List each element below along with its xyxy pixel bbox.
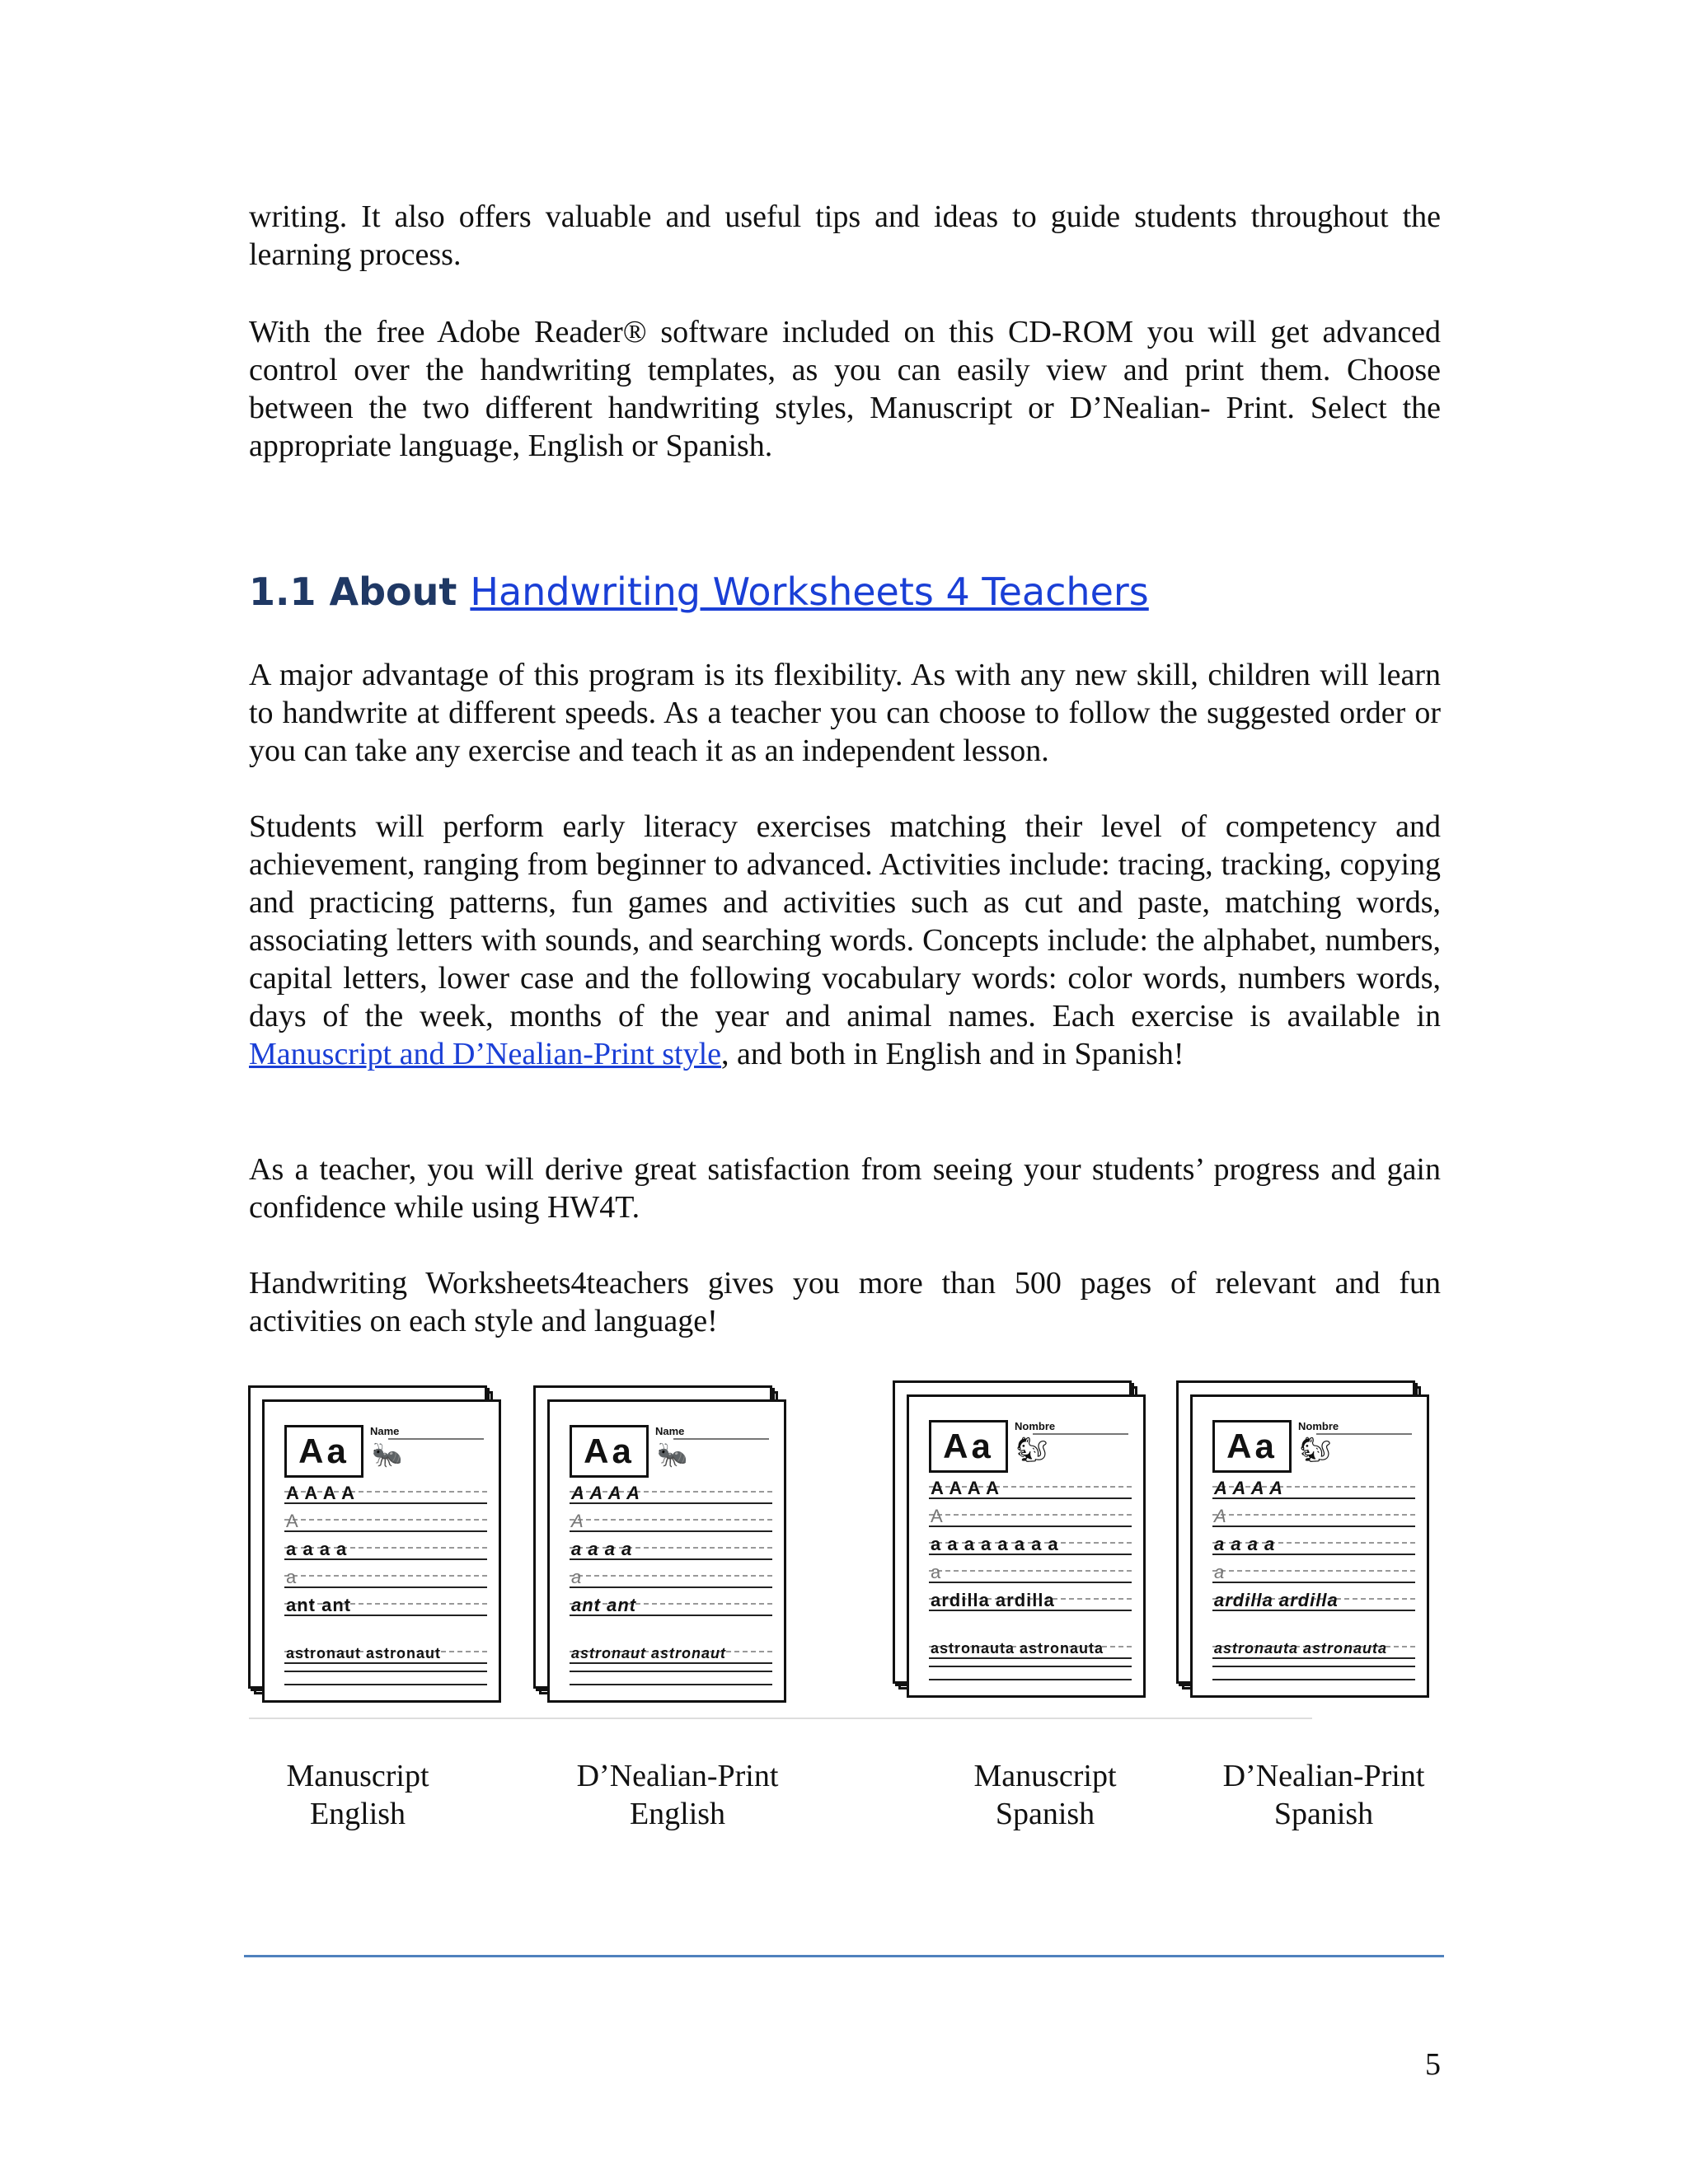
caption-manuscript-english (226, 1757, 490, 1833)
ant-icon: 🐜 (657, 1441, 688, 1469)
caption-language: Spanish (1273, 1797, 1374, 1831)
baseline (570, 1586, 772, 1588)
practice-row: a (931, 1562, 942, 1582)
name-line (673, 1438, 769, 1440)
name-line (388, 1438, 484, 1440)
practice-row: ant ant (286, 1595, 352, 1615)
worksheet-dnealian-spanish (1182, 1386, 1429, 1699)
adobe-reader-paragraph: With the free Adobe Reader® software included on this CD-ROM you will get advanced control over the handwriting templates, as you can easily view and print them. Choose between the two different handwriting styles, Manuscript or D’Nealian- Print. Select the appropriate language, English or Spanish. (249, 315, 1441, 463)
caption-manuscript-spanish (913, 1757, 1177, 1833)
practice-row: A (286, 1511, 299, 1531)
midline (284, 1519, 487, 1521)
ant-icon: 🐜 (372, 1441, 403, 1469)
practice-row: A A A A (571, 1483, 640, 1503)
caption-language: English (309, 1797, 406, 1831)
page-number: 5 (1425, 2047, 1441, 2082)
midline (1212, 1570, 1415, 1572)
footer-rule (244, 1955, 1444, 1957)
baseline (284, 1586, 487, 1588)
section-heading (249, 569, 1149, 615)
caption-language: Spanish (995, 1797, 1095, 1831)
name-label: Name (655, 1425, 685, 1437)
name-label: Nombre (1298, 1420, 1339, 1432)
practice-row: a (286, 1567, 298, 1587)
practice-row: a a a a (571, 1539, 633, 1559)
practice-row: A A A A (1214, 1478, 1283, 1498)
practice-row: ant ant (571, 1595, 637, 1615)
practice-row: ardilla ardilla (931, 1590, 1055, 1610)
caption-dnealian-spanish (1192, 1757, 1456, 1833)
blank-line (284, 1671, 487, 1672)
name-label: Nombre (1015, 1420, 1056, 1432)
blank-line (929, 1679, 1132, 1680)
worksheet-front-page (547, 1399, 786, 1703)
worksheet-manuscript-spanish (898, 1386, 1146, 1699)
caption-style: Manuscript (286, 1759, 429, 1793)
baseline (1212, 1582, 1415, 1583)
midline (570, 1519, 772, 1521)
satisfaction-paragraph: As a teacher, you will derive great satisfaction from seeing your students’ progress and gain confidence while using HW4T. (249, 1152, 1441, 1225)
letter-box: Aa (929, 1420, 1008, 1473)
practice-row: A (931, 1506, 944, 1526)
caption-style: D’Nealian-Print (1222, 1759, 1425, 1793)
worksheet-dnealian-english (539, 1391, 786, 1704)
midline (1212, 1514, 1415, 1516)
blank-line (1212, 1679, 1415, 1680)
baseline (1212, 1526, 1415, 1527)
letter-box: Aa (570, 1425, 649, 1478)
squirrel-icon: 🐿 (1300, 1436, 1332, 1464)
midline (284, 1575, 487, 1577)
baseline (570, 1530, 772, 1532)
pages-paragraph: Handwriting Worksheets4teachers gives you more than 500 pages of relevant and fun activities on each style and language! (249, 1266, 1441, 1338)
blank-line (929, 1666, 1132, 1667)
activities-text-after: , and both in English and in Spanish! (721, 1037, 1184, 1071)
intro-paragraph: writing. It also offers valuable and useful tips and ideas to guide students throughout the learning process. (249, 199, 1441, 272)
style-link[interactable]: Manuscript and D’Nealian-Print style (249, 1037, 722, 1071)
blank-line (284, 1684, 487, 1685)
practice-row: A A A A (931, 1478, 1000, 1498)
midline (929, 1514, 1132, 1516)
letter-box: Aa (1212, 1420, 1292, 1473)
practice-row: A (1214, 1506, 1227, 1526)
practice-row: a a a a (1214, 1534, 1276, 1554)
caption-language: English (629, 1797, 726, 1831)
blank-line (570, 1671, 772, 1672)
name-line (1316, 1433, 1412, 1435)
practice-row: astronauta astronauta (931, 1640, 1104, 1657)
worksheet-front-page (1190, 1394, 1429, 1698)
name-label: Name (370, 1425, 400, 1437)
flexibility-paragraph: A major advantage of this program is its flexibility. As with any new skill, children will learn to handwrite at different speeds. As a teacher you can choose to follow the suggested order or you can take any exercise and teach it as an independent lesson. (249, 658, 1441, 768)
midline (929, 1570, 1132, 1572)
worksheet-front-page (907, 1394, 1146, 1698)
caption-style: Manuscript (973, 1759, 1117, 1793)
blank-line (1212, 1666, 1415, 1667)
practice-row: A A A A (286, 1483, 355, 1503)
practice-row: A (571, 1511, 584, 1531)
practice-row: a a a a (286, 1539, 348, 1559)
practice-row: astronaut astronaut (571, 1645, 727, 1661)
practice-row: a (1214, 1562, 1226, 1582)
activities-text-before: Students will perform early literacy exercises matching their level of competency and achievement, ranging from beginner to advanced. Activities include: tracing, tracking, copying and practicing patterns, fun games and activities such as cut and paste, matching words, associating letters with sounds, and searching words. Concepts include: the alphabet, numbers, capital letters, lower case and the following vocabulary words: color words, numbers words, days of the week, months of the year and animal names. Each exercise is available in (249, 809, 1441, 1033)
activities-paragraph (249, 808, 1441, 1073)
squirrel-icon: 🐿 (1016, 1436, 1048, 1464)
practice-row: a (571, 1567, 583, 1587)
practice-row: ardilla ardilla (1214, 1590, 1339, 1610)
practice-row: astronauta astronauta (1214, 1640, 1388, 1657)
practice-row: astronaut astronaut (286, 1645, 442, 1661)
practice-row: a a a a a a a a (931, 1534, 1059, 1554)
worksheet-manuscript-english (254, 1391, 501, 1704)
blank-line (570, 1684, 772, 1685)
name-line (1033, 1433, 1128, 1435)
section-heading-link[interactable]: Handwriting Worksheets 4 Teachers (470, 569, 1149, 614)
caption-style: D’Nealian-Print (576, 1759, 779, 1793)
baseline (284, 1530, 487, 1532)
thumbnail-divider (249, 1718, 1312, 1719)
worksheet-front-page (262, 1399, 501, 1703)
baseline (929, 1582, 1132, 1583)
caption-dnealian-english (546, 1757, 809, 1833)
baseline (929, 1526, 1132, 1527)
letter-box: Aa (284, 1425, 363, 1478)
section-heading-label: 1.1 About (249, 569, 471, 614)
midline (570, 1575, 772, 1577)
